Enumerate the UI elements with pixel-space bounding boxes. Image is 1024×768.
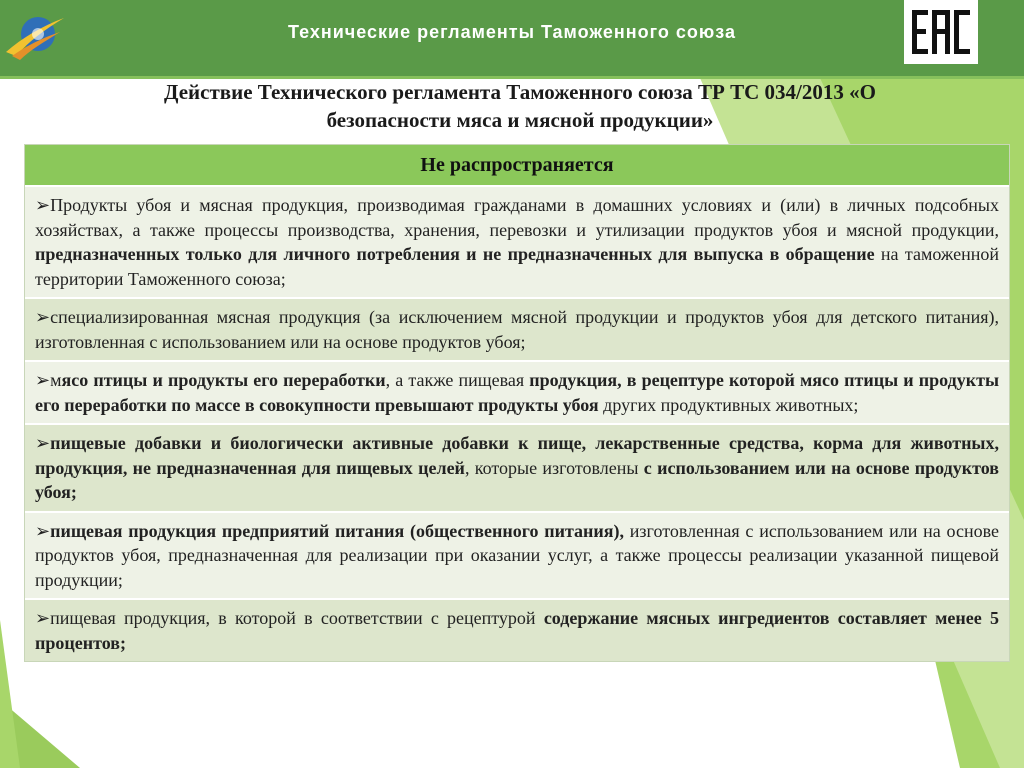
table-heading: Не распространяется (25, 145, 1009, 185)
table-row (25, 511, 1009, 599)
table-row (25, 185, 1009, 297)
row-text-bold: содержание мясных ингредиентов составляет менее 5 процентов; (35, 608, 999, 653)
table-row (25, 423, 1009, 511)
table-row (25, 360, 1009, 423)
row-text: ➢Продукты убоя и мясная продукция, производимая гражданами в домашних условиях и (или) в личных подсобных хозяйствах, а также процессы производства, хранения, перевозки и утилизации продуктов убоя и мясной продукции, (35, 195, 999, 240)
row-text: , а также пищевая (385, 370, 530, 390)
row-text: ➢ (35, 520, 51, 541)
row-text: ➢специализированная мясная продукция (за исключением мясной продукции и продуктов убоя для детского питания), изготовленная с использованием или на основе продуктов убоя; (35, 307, 999, 352)
row-text-bold: ясо птицы и продукты его переработки (61, 370, 386, 390)
table-row (25, 598, 1009, 661)
exclusions-table (24, 144, 1010, 662)
row-text-bold: продукция, в рецептуре которой мясо птицы и продукты его переработки по массе в совокупности превышают продукты убоя (35, 370, 999, 415)
row-text-bold: пищевая продукция предприятий питания (общественного питания), (50, 520, 625, 541)
page-title-line-2: безопасности мяса и мясной продукции» (326, 108, 714, 132)
row-text: ➢пищевая продукция, в которой в соответствии с рецептурой (35, 608, 544, 628)
row-text-bold: с использованием или на основе продуктов убоя; (35, 457, 999, 502)
row-text-bold: пищевые добавки и биологически активные добавки к пище, лекарственные средства, корма для животных, продукция, не предназначенная для пищевых целей (35, 433, 999, 478)
table-row (25, 297, 1009, 360)
row-text: , которые изготовлены (464, 457, 644, 478)
page-title-line-1: Действие Технического регламента Таможенного союза ТР ТС 034/2013 «О (164, 80, 876, 104)
row-text: ➢м (35, 370, 62, 390)
row-text: ➢ (35, 433, 51, 453)
eac-conformity-mark-icon (904, 0, 978, 64)
row-text-bold: предназначенных только для личного потребления и не предназначенных для выпуска в обращение (35, 244, 875, 264)
header-bar (0, 0, 1024, 78)
table-body (25, 185, 1009, 661)
row-text: изготовленная с использованием или на основе продуктов убоя, предназначенная для реализации при оказании услуг, а также процессы реализации указанной пищевой продукции; (35, 520, 999, 590)
row-text: на таможенной территории Таможенного союза; (35, 244, 999, 289)
header-title: Технические регламенты Таможенного союза (287, 22, 737, 42)
page-title (70, 78, 970, 134)
row-text: других продуктивных животных; (598, 394, 859, 415)
